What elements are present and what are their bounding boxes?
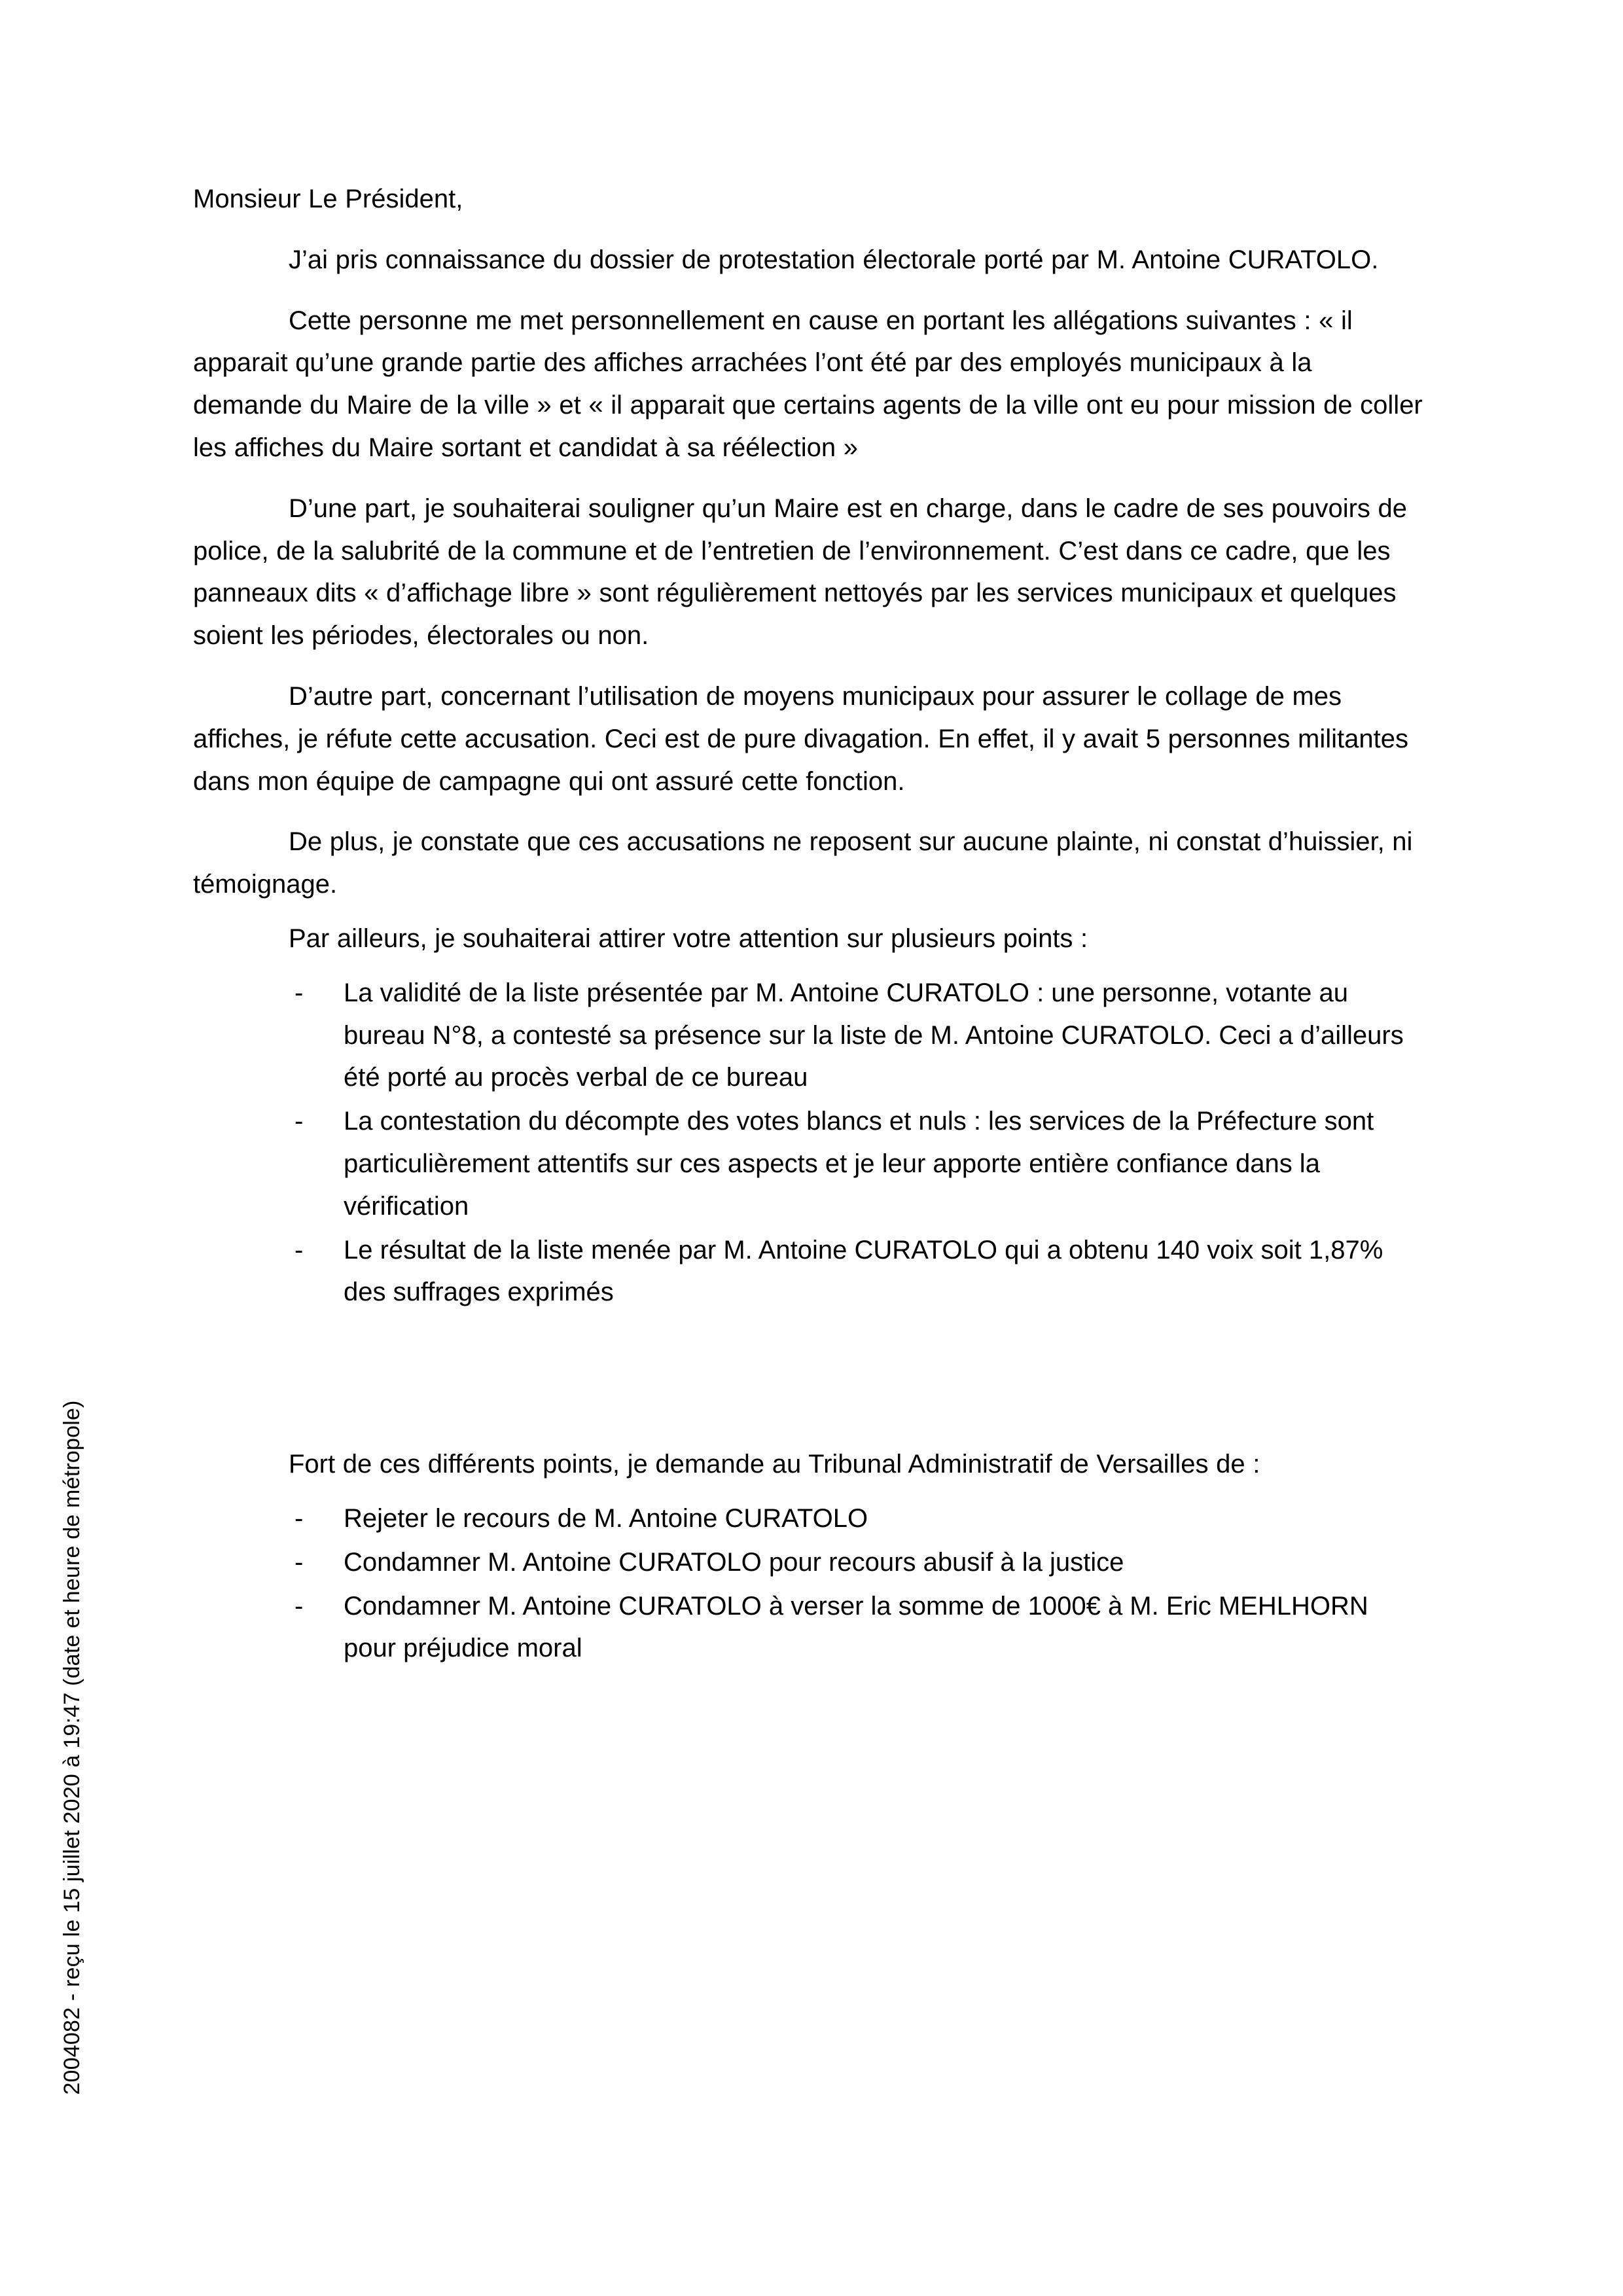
bullet-dash-icon: - xyxy=(294,1547,304,1577)
registration-stamp-area xyxy=(0,1296,144,2199)
paragraph-mayor-police-powers: D’une part, je souhaiterai souligner qu’un Maire est en charge, dans le cadre de ses pouvoirs de police, de la salubrité de la commune et de l’entretien de l’environnement. C’est dans ce cadre, que les panneaux dits « d’affichage libre » sont régulièrement nettoyés par les services municipaux et quelques soient les périodes, électorales ou non. xyxy=(193,493,1408,651)
list-item-text: Condamner M. Antoine CURATOLO à verser la somme de 1000€ à M. Eric MEHLHORN pour préjudice moral xyxy=(344,1591,1368,1663)
list-item xyxy=(193,1229,1427,1314)
list-item-text: Condamner M. Antoine CURATOLO pour recours abusif à la justice xyxy=(344,1547,1124,1577)
list-item-text: La contestation du décompte des votes blancs et nuls : les services de la Préfecture sont particulièrement attentifs sur ces aspects et je leur apporte entière confiance dans la vérification xyxy=(344,1107,1374,1221)
paragraph-no-evidence: De plus, je constate que ces accusations ne reposent sur aucune plainte, ni constat d’huissier, ni témoignage. xyxy=(193,827,1413,899)
list-item-text: Rejeter le recours de M. Antoine CURATOLO xyxy=(344,1503,868,1533)
paragraph-request-intro: Fort de ces différents points, je demande au Tribunal Administratif de Versailles de : xyxy=(289,1450,1260,1479)
list-item xyxy=(193,1585,1427,1670)
bullet-dash-icon: - xyxy=(294,1107,304,1136)
requests-list xyxy=(193,1498,1427,1670)
list-item xyxy=(193,1100,1427,1227)
paragraph-allegations: Cette personne me met personnellement en cause en portant les allégations suivantes : « il apparait qu’une grande partie des affiches arrachées l’ont été par des employés municipaux à la demande du Maire de la ville » et « il apparait que certains agents de la ville ont eu pour mission de coller les affiches du Maire sortant et candidat à sa réélection » xyxy=(193,306,1423,462)
registration-stamp-text: 2004082 - reçu le 15 juillet 2020 à 19:47 (date et heure de métropole) xyxy=(60,1400,84,2095)
salutation: Monsieur Le Président, xyxy=(193,185,463,213)
list-item xyxy=(193,1498,1427,1540)
list-item-text: Le résultat de la liste menée par M. Antoine CURATOLO qui a obtenu 140 voix soit 1,87% des suffrages exprimés xyxy=(344,1235,1383,1307)
section-spacer xyxy=(193,1320,1427,1443)
points-list xyxy=(193,972,1427,1314)
list-item-text: La validité de la liste présentée par M. Antoine CURATOLO : une personne, votante au bureau N°8, a contesté sa présence sur la liste de M. Antoine CURATOLO. Ceci a d’ailleurs été porté au procès verbal de ce bureau xyxy=(344,978,1404,1092)
bullet-dash-icon: - xyxy=(294,1235,304,1265)
list-item xyxy=(193,972,1427,1099)
paragraph-intro: J’ai pris connaissance du dossier de protestation électorale porté par M. Antoine CURATOLO. xyxy=(289,245,1379,274)
letter-body xyxy=(193,178,1427,1676)
paragraph-refutation: D’autre part, concernant l’utilisation de moyens municipaux pour assurer le collage de mes affiches, je réfute cette accusation. Ceci est de pure divagation. En effet, il y avait 5 personnes militantes dans mon équipe de campagne qui ont assuré cette fonction. xyxy=(193,681,1408,796)
paragraph-points-intro: Par ailleurs, je souhaiterai attirer votre attention sur plusieurs points : xyxy=(289,924,1088,953)
bullet-dash-icon: - xyxy=(294,978,304,1007)
list-item xyxy=(193,1541,1427,1584)
bullet-dash-icon: - xyxy=(294,1503,304,1533)
bullet-dash-icon: - xyxy=(294,1591,304,1621)
